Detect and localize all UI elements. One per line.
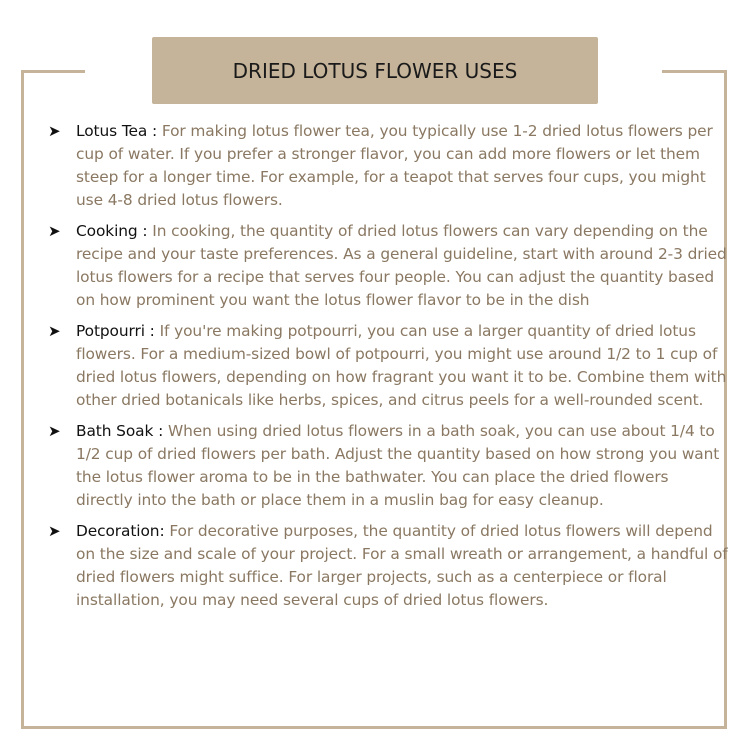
item-label: Bath Soak : <box>76 422 168 440</box>
list-item-text <box>76 320 728 412</box>
uses-list <box>48 120 728 620</box>
item-label: Cooking : <box>76 222 153 240</box>
item-description: When using dried lotus flowers in a bath soak, you can use about 1/4 to 1/2 cup of dried flowers per bath. Adjust the quantity based on how strong you want the lotus flower aroma to be in the bathwater. You can place the dried flowers directly into the bath or place them in a muslin bag for easy cleanup. <box>76 422 720 509</box>
frame-top-left-border <box>21 70 85 73</box>
arrow-bullet-icon: ➤ <box>48 322 61 340</box>
list-item-potpourri <box>48 320 728 412</box>
list-item-cooking <box>48 220 728 312</box>
arrow-bullet-icon: ➤ <box>48 422 61 440</box>
item-description: For decorative purposes, the quantity of dried lotus flowers will depend on the size and scale of your project. For a small wreath or arrangement, a handful of dried flowers might suffice. For larger projects, such as a centerpiece or floral installation, you may need several cups of dried lotus flowers. <box>76 522 728 609</box>
arrow-bullet-icon: ➤ <box>48 122 61 140</box>
frame-top-right-border <box>662 70 727 73</box>
list-item-bath-soak <box>48 420 728 512</box>
item-description: In cooking, the quantity of dried lotus flowers can vary depending on the recipe and your taste preferences. As a general guideline, start with around 2-3 dried lotus flowers for a recipe that serves four people. You can adjust the quantity based on how prominent you want the lotus flower flavor to be in the dish <box>76 222 727 309</box>
list-item-text <box>76 520 728 612</box>
arrow-bullet-icon: ➤ <box>48 222 61 240</box>
arrow-bullet-icon: ➤ <box>48 522 61 540</box>
list-item-decoration <box>48 520 728 612</box>
item-label: Decoration: <box>76 522 170 540</box>
list-item-lotus-tea <box>48 120 728 212</box>
list-item-text <box>76 220 728 312</box>
page-title: DRIED LOTUS FLOWER USES <box>232 58 518 83</box>
list-item-text <box>76 120 728 212</box>
item-description: If you're making potpourri, you can use a larger quantity of dried lotus flowers. For a medium-sized bowl of potpourri, you might use around 1/2 to 1 cup of dried lotus flowers, depending on how fragrant you want it to be. Combine them with other dried botanicals like herbs, spices, and citrus peels for a well-rounded scent. <box>76 322 727 409</box>
item-description: For making lotus flower tea, you typically use 1-2 dried lotus flowers per cup of water. If you prefer a stronger flavor, you can add more flowers or let them steep for a longer time. For example, for a teapot that serves four cups, you might use 4-8 dried lotus flowers. <box>76 122 713 209</box>
item-label: Lotus Tea : <box>76 122 162 140</box>
list-item-text <box>76 420 728 512</box>
item-label: Potpourri : <box>76 322 160 340</box>
title-banner <box>152 37 598 104</box>
